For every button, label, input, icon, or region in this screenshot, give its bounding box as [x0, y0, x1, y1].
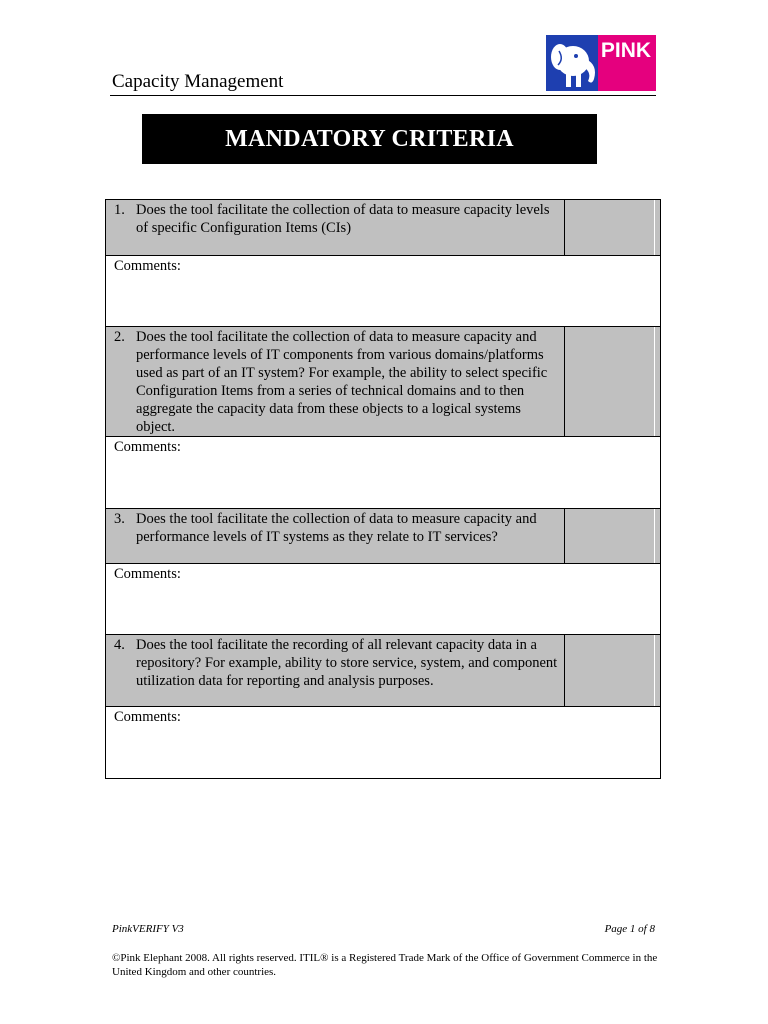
criterion-number: 3.	[114, 511, 125, 527]
comments-row	[106, 437, 661, 509]
comments-row	[106, 564, 661, 635]
comments-label: Comments:	[114, 439, 181, 455]
comments-field[interactable]	[106, 256, 661, 327]
comments-row	[106, 256, 661, 327]
criterion-row	[106, 509, 661, 564]
comments-field[interactable]	[106, 707, 661, 779]
comments-label: Comments:	[114, 709, 181, 725]
criterion-number: 2.	[114, 329, 125, 345]
mandatory-criteria-banner: MANDATORY CRITERIA	[142, 114, 597, 164]
response-box[interactable]	[564, 200, 660, 256]
criteria-table	[105, 199, 661, 779]
comments-label: Comments:	[114, 566, 181, 582]
criterion-question: Does the tool facilitate the recording of all relevant capacity data in a repository? For example, ability to store service, system, and component utilization data for reporting and analysis purposes.	[136, 637, 558, 689]
comments-label: Comments:	[114, 258, 181, 274]
criterion-question: Does the tool facilitate the collection of data to measure capacity and performance levels of IT systems as they relate to IT services?	[136, 511, 537, 545]
criterion-question: Does the tool facilitate the collection of data to measure capacity levels of specific Configuration Items (CIs)	[136, 202, 550, 236]
criterion-row	[106, 200, 661, 256]
document-header-title: Capacity Management	[112, 71, 284, 92]
criterion-row	[106, 635, 661, 707]
comments-row	[106, 707, 661, 779]
criterion-number: 1.	[114, 202, 125, 218]
criterion-question: Does the tool facilitate the collection of data to measure capacity and performance levels of IT components from various domains/platforms used as part of an IT system? For example, the ability to select specific Configuration Items from a series of technical domains and to then aggregate the capacity data from these objects to a logical systems object.	[136, 329, 548, 435]
comments-field[interactable]	[106, 437, 661, 509]
response-box[interactable]	[564, 327, 660, 437]
comments-field[interactable]	[106, 564, 661, 635]
header-divider	[110, 95, 656, 96]
footer-doc-version: PinkVERIFY V3	[112, 923, 184, 935]
pink-elephant-logo	[546, 35, 656, 91]
response-box[interactable]	[564, 509, 660, 564]
footer-page-number: Page 1 of 8	[604, 923, 655, 935]
logo-text: PINK	[600, 39, 652, 62]
copyright-notice: ©Pink Elephant 2008. All rights reserved. ITIL® is a Registered Trade Mark of the Office of Government Commerce in the United Kingdom and other countries.	[112, 952, 658, 978]
criterion-number: 4.	[114, 637, 125, 653]
response-box[interactable]	[564, 635, 660, 707]
criterion-row	[106, 327, 661, 437]
